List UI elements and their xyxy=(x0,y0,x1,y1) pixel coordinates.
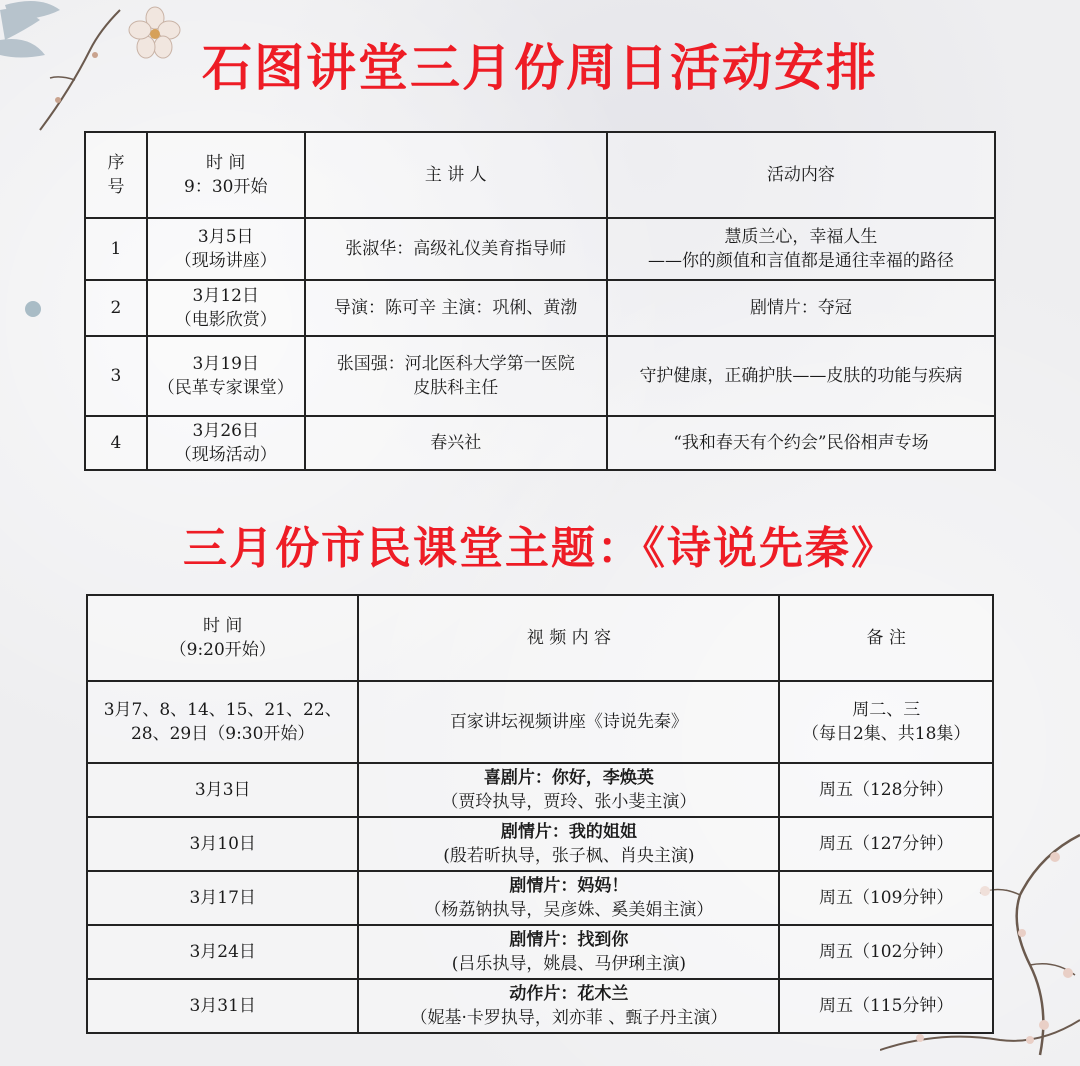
time-line: 3月26日 xyxy=(192,421,259,441)
film-title: 喜剧片：你好，李焕英 xyxy=(483,768,654,788)
header-time xyxy=(147,132,305,218)
citizen-class-table xyxy=(86,594,994,1034)
header-seq-line: 序 xyxy=(107,153,125,173)
table-row xyxy=(87,979,993,1033)
sunday-activities-table xyxy=(84,131,996,471)
page-title: 石图讲堂三月份周日活动安排 xyxy=(202,39,878,97)
note-line: 周五（115分钟） xyxy=(818,996,954,1016)
note-cell xyxy=(779,871,993,925)
time-cell xyxy=(87,763,358,817)
table-row xyxy=(85,336,995,416)
time-line: 3月5日 xyxy=(197,227,254,247)
note-cell xyxy=(779,817,993,871)
time-line: 3月19日 xyxy=(192,354,259,374)
time-line: （现场活动） xyxy=(174,445,277,465)
table-row xyxy=(87,871,993,925)
speaker-line: 春兴社 xyxy=(430,433,482,453)
table-row xyxy=(85,218,995,280)
time-line: 3月7、8、14、15、21、22、 xyxy=(103,700,342,720)
note-line: （每日2集、共18集） xyxy=(801,724,971,744)
video-cell xyxy=(358,979,779,1033)
note-line: 周五（127分钟） xyxy=(818,834,954,854)
speaker-line: 皮肤科主任 xyxy=(413,378,499,398)
note-cell xyxy=(779,925,993,979)
time-line: 3月10日 xyxy=(189,834,256,854)
video-description: （贾玲执导，贾玲、张小斐主演） xyxy=(441,792,697,812)
table-row xyxy=(85,416,995,470)
dot-icon xyxy=(24,300,42,318)
video-description: （杨荔钠执导，吴彦姝、奚美娟主演） xyxy=(424,900,714,920)
header-time-line: 时 间 xyxy=(206,153,246,173)
note-line: 周五（128分钟） xyxy=(818,780,954,800)
note-cell xyxy=(779,763,993,817)
video-cell xyxy=(358,817,779,871)
time-cell xyxy=(87,681,358,763)
header-seq-line: 号 xyxy=(107,177,125,197)
header-time-line: 时 间 xyxy=(203,616,243,636)
time-cell xyxy=(147,416,305,470)
content-cell xyxy=(607,218,995,280)
speaker-cell xyxy=(305,280,607,336)
note-line: 周五（109分钟） xyxy=(818,888,954,908)
video-cell xyxy=(358,925,779,979)
time-cell xyxy=(87,817,358,871)
content-cell xyxy=(607,336,995,416)
header-time-line: 9：30开始 xyxy=(184,177,268,197)
time-line: 3月17日 xyxy=(189,888,256,908)
time-cell xyxy=(147,280,305,336)
speaker-cell xyxy=(305,336,607,416)
speaker-line: 张淑华：高级礼仪美育指导师 xyxy=(345,239,567,259)
seq-cell: 1 xyxy=(85,218,147,280)
note-line: 周五（102分钟） xyxy=(818,942,954,962)
content-line: “我和春天有个约会”民俗相声专场 xyxy=(673,433,929,453)
table-row xyxy=(87,681,993,763)
video-cell xyxy=(358,871,779,925)
header-speaker: 主 讲 人 xyxy=(305,132,607,218)
table-header-row xyxy=(87,595,993,681)
video-description: 百家讲坛视频讲座《诗说先秦》 xyxy=(449,712,688,732)
video-description: (殷若昕执导，张子枫、肖央主演) xyxy=(443,846,695,866)
time-cell xyxy=(87,925,358,979)
seq-cell: 2 xyxy=(85,280,147,336)
note-cell xyxy=(779,681,993,763)
header-time-line: （9:20开始） xyxy=(169,640,276,660)
header-seq xyxy=(85,132,147,218)
header-time xyxy=(87,595,358,681)
time-line: 3月3日 xyxy=(194,780,251,800)
content-cell xyxy=(607,280,995,336)
film-title: 动作片：花木兰 xyxy=(509,984,629,1004)
content-line: ——你的颜值和言值都是通往幸福的路径 xyxy=(647,251,954,271)
seq-cell: 4 xyxy=(85,416,147,470)
time-line: 3月12日 xyxy=(192,286,259,306)
video-description: （妮基·卡罗执导，刘亦菲 、甄子丹主演） xyxy=(410,1008,728,1028)
note-cell xyxy=(779,979,993,1033)
note-line: 周二、三 xyxy=(852,700,921,720)
time-cell xyxy=(87,979,358,1033)
table-row xyxy=(85,280,995,336)
content-line: 守护健康，正确护肤——皮肤的功能与疾病 xyxy=(639,366,963,386)
time-line: （电影欣赏） xyxy=(174,310,277,330)
content-cell xyxy=(607,416,995,470)
time-cell xyxy=(147,336,305,416)
speaker-cell xyxy=(305,416,607,470)
table-row xyxy=(87,817,993,871)
table-row xyxy=(87,925,993,979)
video-cell xyxy=(358,763,779,817)
header-note: 备 注 xyxy=(779,595,993,681)
content-line: 慧质兰心，幸福人生 xyxy=(724,227,878,247)
seq-cell: 3 xyxy=(85,336,147,416)
time-line: （民革专家课堂） xyxy=(157,378,294,398)
film-title: 剧情片：找到你 xyxy=(509,930,629,950)
header-content: 活动内容 xyxy=(607,132,995,218)
time-cell xyxy=(87,871,358,925)
speaker-line: 导演：陈可辛 主演：巩俐、黄渤 xyxy=(334,298,578,318)
speaker-line: 张国强：河北医科大学第一医院 xyxy=(336,354,575,374)
content-line: 剧情片：夺冠 xyxy=(749,298,852,318)
film-title: 剧情片：妈妈！ xyxy=(509,876,629,896)
table-header-row xyxy=(85,132,995,218)
header-video: 视 频 内 容 xyxy=(358,595,779,681)
video-description: (吕乐执导，姚晨、马伊琍主演) xyxy=(451,954,687,974)
film-title: 剧情片：我的姐姐 xyxy=(500,822,637,842)
time-line: 3月24日 xyxy=(189,942,256,962)
video-cell xyxy=(358,681,779,763)
time-cell xyxy=(147,218,305,280)
time-line: （现场讲座） xyxy=(174,251,277,271)
section-title: 三月份市民课堂主题：《诗说先秦》 xyxy=(183,523,897,574)
speaker-cell xyxy=(305,218,607,280)
time-line: 28、29日（9:30开始） xyxy=(130,724,315,744)
table-row xyxy=(87,763,993,817)
time-line: 3月31日 xyxy=(189,996,256,1016)
